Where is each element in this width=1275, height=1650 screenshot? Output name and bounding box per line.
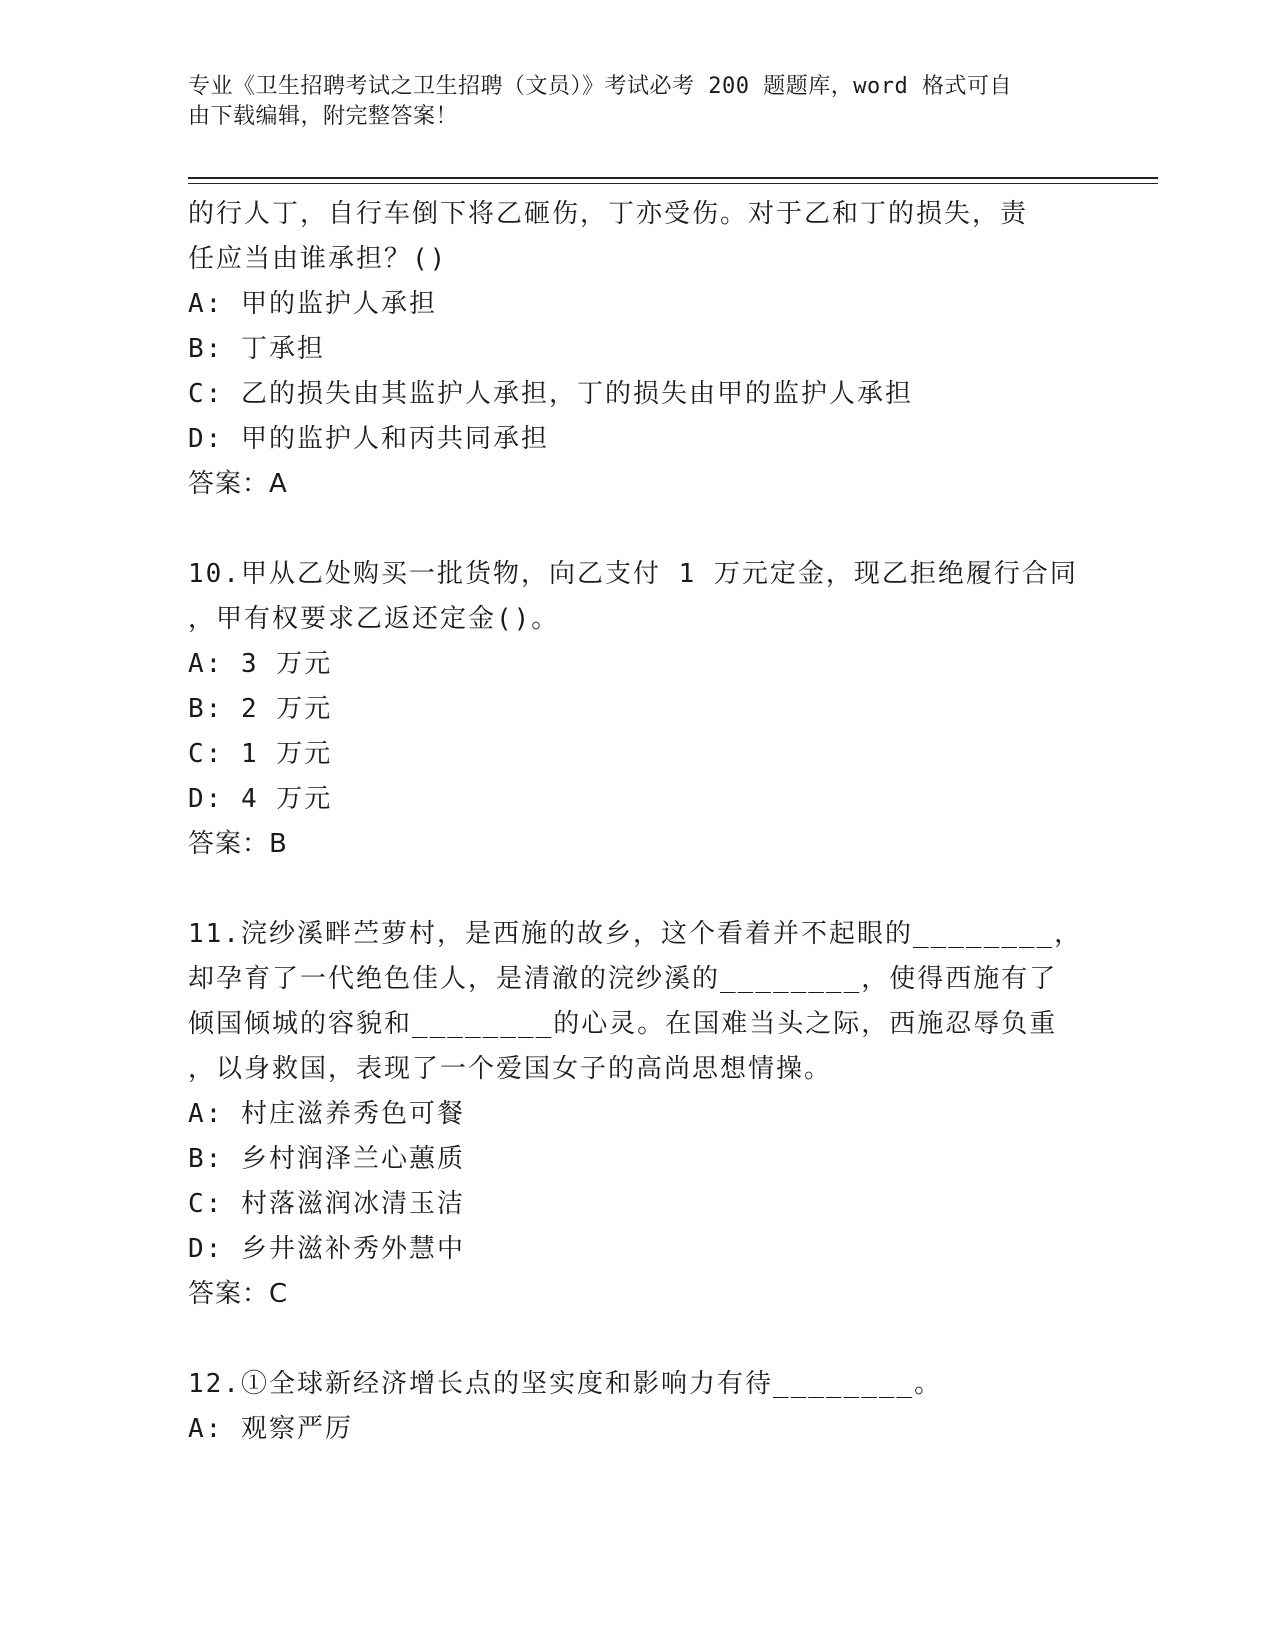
question-stem: 任应当由谁承担？()	[188, 244, 448, 274]
question-stem: 的行人丁，自行车倒下将乙砸伤，丁亦受伤。对于乙和丁的损失，责	[188, 199, 1029, 229]
option-b: B: 丁承担	[188, 334, 325, 364]
answer: 答案：C	[188, 1279, 289, 1309]
option-c: C: 村落滋润冰清玉洁	[188, 1189, 465, 1219]
answer: 答案：B	[188, 829, 288, 859]
question-stem: 倾国倾城的容貌和________的心灵。在国难当头之际，西施忍辱负重	[188, 1009, 1058, 1039]
answer: 答案：A	[188, 469, 288, 499]
spacer	[188, 507, 1088, 552]
header-line-2: 由下载编辑，附完整答案！	[188, 104, 459, 129]
option-a: A: 观察严厉	[188, 1414, 353, 1444]
question-9	[188, 192, 1088, 507]
option-a: A: 3 万元	[188, 649, 333, 679]
question-11	[188, 912, 1088, 1317]
option-a: A: 甲的监护人承担	[188, 289, 437, 319]
question-10	[188, 552, 1088, 867]
header-line-1: 专业《卫生招聘考试之卫生招聘（文员）》考试必考 200 题题库，word 格式可自	[188, 74, 1012, 99]
question-stem: 10.甲从乙处购买一批货物，向乙支付 1 万元定金，现乙拒绝履行合同	[188, 559, 1078, 589]
question-stem: 12.①全球新经济增长点的坚实度和影响力有待________。	[188, 1369, 943, 1399]
option-c: C: 1 万元	[188, 739, 333, 769]
header-divider-thin	[188, 183, 1158, 184]
option-c: C: 乙的损失由其监护人承担，丁的损失由甲的监护人承担	[188, 379, 913, 409]
option-b: B: 乡村润泽兰心蕙质	[188, 1144, 465, 1174]
question-stem: ，以身救国，表现了一个爱国女子的高尚思想情操。	[188, 1054, 833, 1084]
document-header	[188, 72, 1068, 132]
question-stem: 11.浣纱溪畔苎萝村，是西施的故乡，这个看着并不起眼的________，	[188, 919, 1083, 949]
option-a: A: 村庄滋养秀色可餐	[188, 1099, 465, 1129]
spacer	[188, 1317, 1088, 1362]
option-d: D: 4 万元	[188, 784, 333, 814]
question-12	[188, 1362, 1088, 1452]
question-list	[188, 192, 1088, 1452]
option-b: B: 2 万元	[188, 694, 333, 724]
header-divider-thick	[188, 177, 1158, 179]
spacer	[188, 867, 1088, 912]
option-d: D: 乡井滋补秀外慧中	[188, 1234, 465, 1264]
option-d: D: 甲的监护人和丙共同承担	[188, 424, 549, 454]
question-stem: 却孕育了一代绝色佳人，是清澈的浣纱溪的________，使得西施有了	[188, 964, 1058, 994]
question-stem: ，甲有权要求乙返还定金()。	[188, 604, 560, 634]
